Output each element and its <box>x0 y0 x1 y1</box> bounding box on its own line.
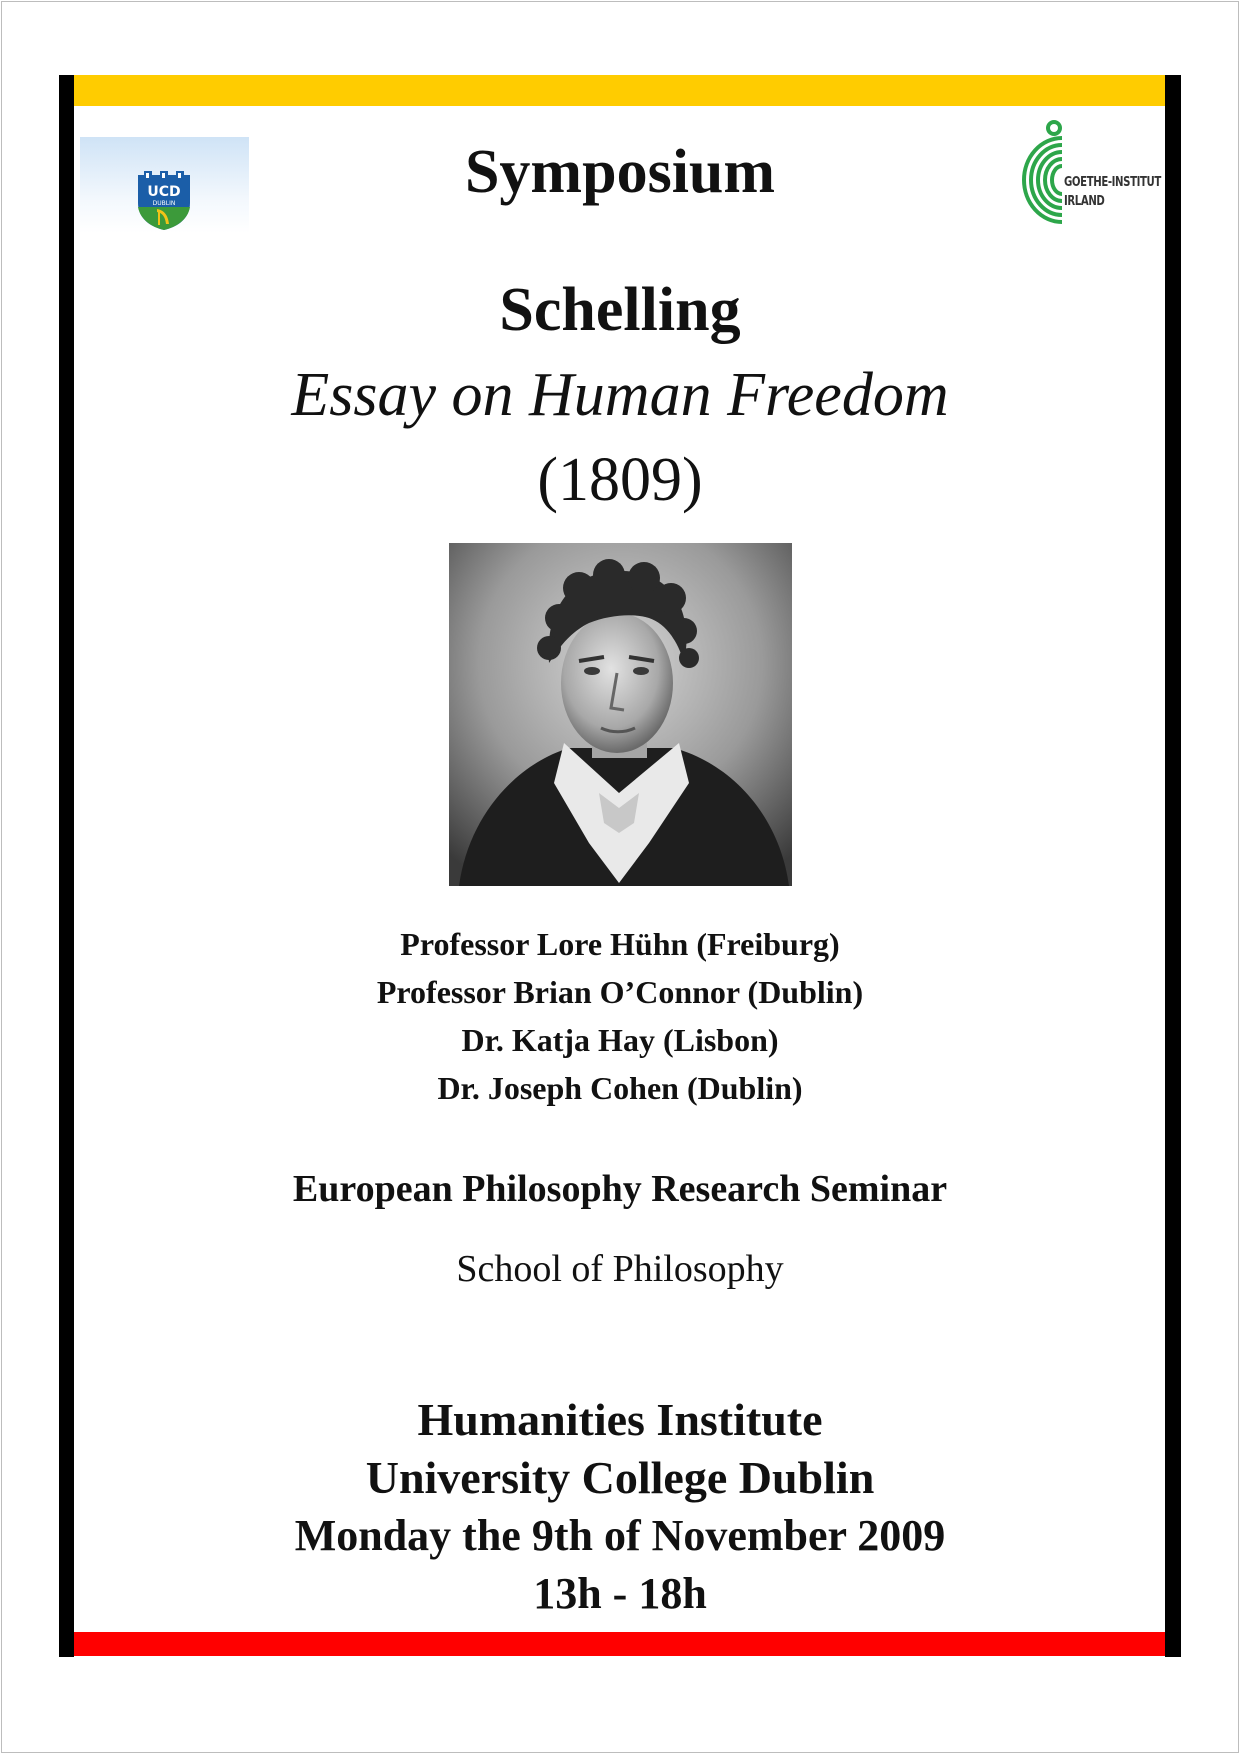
speaker-item: Dr. Katja Hay (Lisbon) <box>461 1022 779 1058</box>
bottom-red-band <box>74 1632 1165 1656</box>
venue-institute: Humanities Institute <box>417 1394 823 1445</box>
subject-name: Schelling <box>499 276 741 344</box>
top-yellow-band <box>74 75 1165 106</box>
svg-text:DUBLIN: DUBLIN <box>152 200 176 207</box>
event-time: 13h - 18h <box>533 1569 707 1618</box>
speaker-item: Professor Brian O’Connor (Dublin) <box>376 974 864 1010</box>
goethe-line1: GOETHE-INSTITUT <box>1064 175 1161 190</box>
event-date: Monday the 9th of November 2009 <box>294 1511 946 1560</box>
page-title: Symposium <box>464 138 776 206</box>
work-title: Essay on Human Freedom <box>291 361 949 429</box>
goethe-line2: IRLAND <box>1064 194 1105 209</box>
speaker-list <box>0 920 1240 1112</box>
speaker-item: Dr. Joseph Cohen (Dublin) <box>437 1070 803 1106</box>
speaker-item: Professor Lore Hühn (Freiburg) <box>400 926 840 962</box>
schelling-portrait <box>449 543 792 886</box>
work-year: (1809) <box>537 446 703 514</box>
ucd-logo-text: UCD <box>147 184 181 200</box>
school-name: School of Philosophy <box>456 1248 784 1290</box>
seminar-name: European Philosophy Research Seminar <box>292 1168 948 1210</box>
venue-university: University College Dublin <box>365 1452 875 1503</box>
